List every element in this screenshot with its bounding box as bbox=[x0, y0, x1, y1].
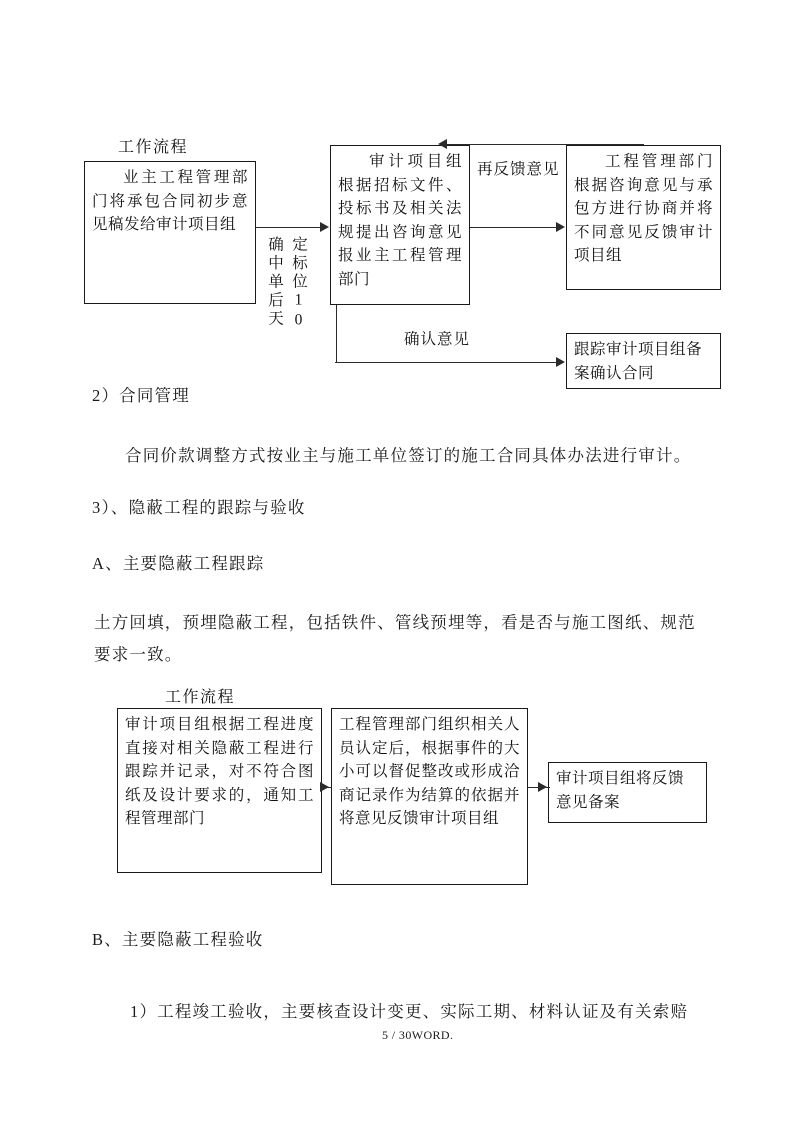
flowchart-1-arrow-audit-to-engineering-head bbox=[556, 222, 565, 232]
flowchart-1-label-award-col-right: 定标位10 bbox=[290, 236, 307, 332]
section-2-paragraph: 合同价款调整方式按业主与施工单位签订的施工合同具体办法进行审计。 bbox=[125, 446, 692, 465]
section-b-item-1: 1）工程竣工验收，主要核查设计变更、实际工期、材料认证及有关索赔 bbox=[130, 1002, 689, 1021]
flowchart-1-arrow-audit-to-engineering-line bbox=[470, 227, 558, 228]
flowchart-1-label-confirm: 确认意见 bbox=[404, 331, 471, 348]
flowchart-1-caption: 工作流程 bbox=[118, 139, 189, 156]
flowchart-1-arrow-feedback-line bbox=[447, 144, 644, 145]
flowchart-1-box-owner bbox=[84, 161, 256, 304]
flowchart-1-arrow-owner-to-audit-head bbox=[320, 222, 329, 232]
flowchart-2-box-confirm bbox=[331, 708, 528, 885]
flowchart-1-label-award-period bbox=[263, 236, 309, 371]
section-3-sub-a-paragraph-line-1: 土方回填，预埋隐蔽工程，包括铁件、管线预埋等，看是否与施工图纸、规范 bbox=[94, 613, 696, 632]
section-3-heading: 3）、隐蔽工程的跟踪与验收 bbox=[92, 498, 306, 517]
page-footer: 5 / 30WORD. bbox=[382, 1028, 454, 1042]
flowchart-2-arrow-track-to-confirm-head bbox=[320, 782, 329, 792]
section-3-sub-a-heading: A、主要隐蔽工程跟踪 bbox=[92, 554, 265, 573]
flowchart-1-label-feedback: 再反馈意见 bbox=[477, 161, 560, 178]
flowchart-2-box-track-text: 审计项目组根据工程进度直接对相关隐蔽工程进行跟踪并记录，对不符合图纸及设计要求的，通知工程管理部门 bbox=[125, 716, 314, 827]
flowchart-1-arrow-confirm-vline bbox=[336, 305, 337, 363]
section-3-sub-a-paragraph-line-2: 要求一致。 bbox=[94, 645, 183, 664]
flowchart-1-box-audit-text: 审计项目组根据招标文件、投标书及相关法规提出咨询意见报业主工程管理部门 bbox=[338, 153, 462, 288]
flowchart-1-arrow-feedback-head bbox=[438, 139, 447, 149]
section-b-heading: B、主要隐蔽工程验收 bbox=[92, 930, 264, 949]
flowchart-1-box-engineering bbox=[566, 145, 721, 290]
flowchart-1-box-engineering-text: 工程管理部门根据咨询意见与承包方进行协商并将不同意见反馈审计项目组 bbox=[574, 153, 713, 264]
flowchart-2-box-confirm-text: 工程管理部门组织相关人员认定后，根据事件的大小可以督促整改或形成洽商记录作为结算的依据并将意见反馈审计项目组 bbox=[339, 716, 520, 827]
flowchart-2-box-archive bbox=[548, 762, 707, 823]
flowchart-2-arrow-confirm-to-archive-head bbox=[538, 782, 547, 792]
flowchart-1-arrow-confirm-hline bbox=[335, 362, 557, 363]
flowchart-1-box-owner-text: 业主工程管理部门将承包合同初步意见稿发给审计项目组 bbox=[92, 169, 248, 233]
flowchart-2-box-track bbox=[117, 708, 322, 873]
flowchart-1-box-record bbox=[566, 333, 721, 389]
flowchart-1-box-record-text: 跟踪审计项目组备案确认合同 bbox=[574, 341, 703, 382]
section-2-heading: 2）合同管理 bbox=[92, 386, 190, 405]
flowchart-1-arrow-owner-to-audit-line bbox=[256, 227, 322, 228]
flowchart-2-box-archive-text: 审计项目组将反馈意见备案 bbox=[556, 770, 685, 811]
flowchart-1-arrow-confirm-head bbox=[556, 357, 565, 367]
flowchart-1-label-award-col-left: 确中单后天 bbox=[266, 236, 283, 329]
flowchart-1-box-audit bbox=[330, 145, 470, 305]
flowchart-2-caption: 工作流程 bbox=[165, 689, 236, 706]
